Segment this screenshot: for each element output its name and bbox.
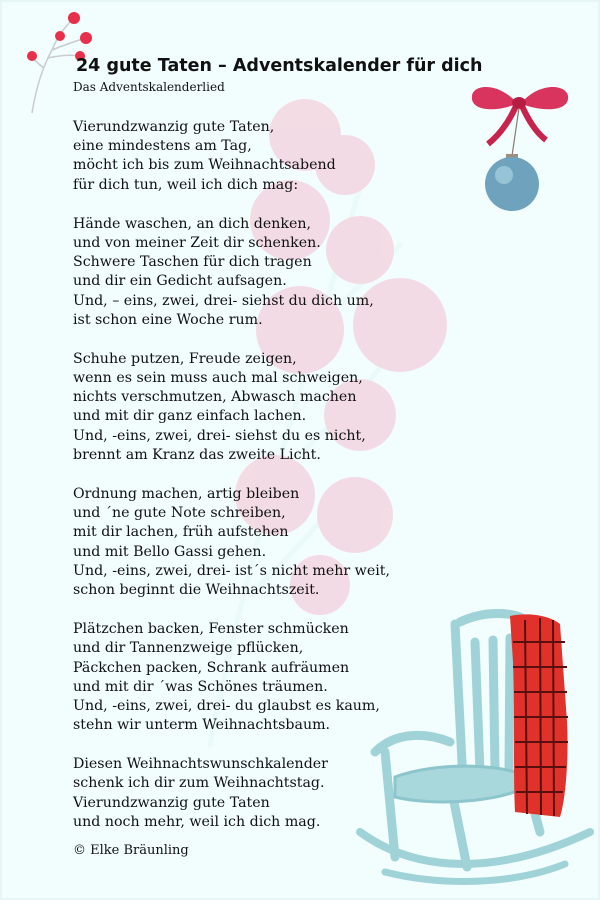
poem-line: Ordnung machen, artig bleiben [73, 486, 300, 502]
poem-line: Und, -eins, zwei, drei- du glaubst es kaum, [73, 697, 380, 714]
poem-line: stehn wir unterm Weihnachtsbaum. [73, 717, 331, 734]
poem-line: Päckchen packen, Schrank aufräumen [73, 659, 350, 676]
poem-line: schon beginnt die Weihnachtszeit. [73, 581, 320, 598]
poem-line: Hände waschen, an dich denken, [73, 215, 312, 232]
poem-line: ist schon eine Woche rum. [73, 311, 263, 328]
poem-line: Vierundzwanzig gute Taten, [73, 119, 275, 135]
bow-ornament-icon [468, 74, 578, 219]
poem-line: und dir ein Gedicht aufsagen. [73, 273, 287, 290]
rocking-chair-icon [355, 602, 600, 892]
author-credit: © Elke Bräunling [73, 843, 189, 858]
poem-line: brennt am Kranz das zweite Licht. [73, 446, 321, 463]
poem-line: Schuhe putzen, Freude zeigen, [73, 350, 297, 367]
poem-line: Schwere Taschen für dich tragen [73, 254, 312, 271]
poem [73, 118, 390, 852]
poem-line: eine mindestens am Tag, [73, 138, 252, 155]
poem-line: und mit dir ´was Schönes träumen. [73, 678, 328, 695]
stanza-5 [73, 620, 390, 735]
poem-line: Und, -eins, zwei, drei- ist´s nicht mehr weit, [73, 562, 390, 579]
poem-line: und ´ne gute Note schreiben, [73, 505, 286, 522]
poem-line: und dir Tannenzweige pflücken, [73, 640, 304, 657]
page-title: 24 gute Taten – Adventskalender für dich [76, 56, 483, 76]
poem-line: Und, -eins, zwei, drei- siehst du es nicht, [73, 427, 366, 444]
poem-line: und von meiner Zeit dir schenken. [73, 234, 321, 251]
stanza-6 [73, 755, 390, 832]
poem-line: Diesen Weihnachtswunschkalender [73, 756, 328, 773]
stanza-3 [73, 350, 390, 465]
stanza-2 [73, 215, 390, 330]
poem-line: nichts verschmutzen, Abwasch machen [73, 389, 357, 406]
poem-line: Vierundzwanzig gute Taten [73, 794, 270, 811]
poem-line: Und, – eins, zwei, drei- siehst du dich um, [73, 292, 374, 309]
poem-line: und mit Bello Gassi gehen. [73, 543, 267, 560]
poem-line: für dich tun, weil ich dich mag: [73, 176, 299, 193]
poem-line: und mit dir ganz einfach lachen. [73, 408, 307, 425]
poem-line: mit dir lachen, früh aufstehen [73, 524, 289, 541]
page-subtitle: Das Adventskalenderlied [73, 80, 225, 94]
poem-line: möcht ich bis zum Weihnachtsabend [73, 157, 336, 174]
stanza-1 [73, 118, 390, 195]
stanza-4 [73, 485, 390, 600]
poem-line: wenn es sein muss auch mal schweigen, [73, 370, 363, 387]
poem-line: schenk ich dir zum Weihnachtstag. [73, 775, 325, 792]
poem-line: und noch mehr, weil ich dich mag. [73, 813, 321, 830]
poem-line: Plätzchen backen, Fenster schmücken [73, 621, 349, 638]
